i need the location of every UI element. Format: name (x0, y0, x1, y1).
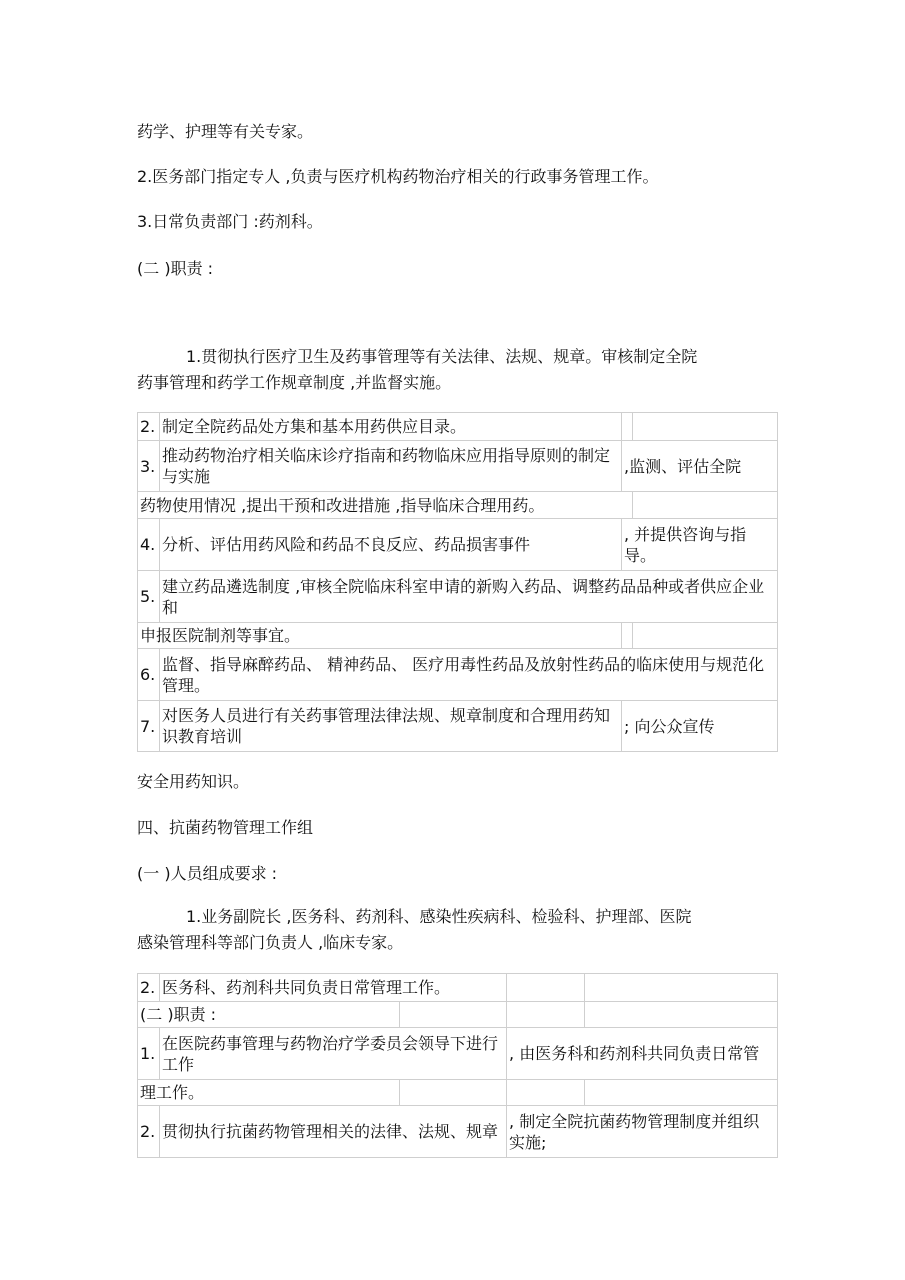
row-number: 2. (138, 974, 160, 1002)
row-text: 分析、评估用药风险和药品不良反应、药品损害事件 (160, 519, 622, 571)
row-text: 监督、指导麻醉药品、 精神药品、 医疗用毒性药品及放射性药品的临床使用与规范化管理。 (160, 649, 778, 701)
row-number: 1. (138, 1028, 160, 1080)
row-continuation: 理工作。 (138, 1080, 400, 1106)
text-line-members-b: 感染管理科等部门负责人 ,临床专家。 (137, 933, 404, 952)
section-heading-members: (一 )人员组成要求 : (137, 864, 278, 883)
row-number: 5. (138, 571, 160, 623)
row-text: 建立药品遴选制度 ,审核全院临床科室申请的新购入药品、调整药品品种或者供应企业和 (160, 571, 778, 623)
table-row (138, 701, 778, 752)
table-row (138, 974, 778, 1002)
text-line-duty-1b: 药事管理和药学工作规章制度 ,并监督实施。 (137, 373, 452, 392)
row-text: 推动药物治疗相关临床诊疗指南和药物临床应用指导原则的制定与实施 (160, 441, 622, 492)
row-text: 贯彻执行抗菌药物管理相关的法律、法规、规章 (160, 1106, 507, 1158)
table-row (138, 413, 778, 441)
table-row (138, 1106, 778, 1158)
row-number: 6. (138, 649, 160, 701)
table-row (138, 441, 778, 492)
row-number: 4. (138, 519, 160, 571)
row-text: 医务科、药剂科共同负责日常管理工作。 (160, 974, 507, 1002)
antibacterial-table (137, 973, 778, 1158)
text-line-safety: 安全用药知识。 (137, 772, 250, 791)
text-line-experts: 药学、护理等有关专家。 (137, 122, 314, 141)
row-continuation: 申报医院制剂等事宜。 (138, 623, 622, 649)
table-row (138, 571, 778, 623)
text-line-daily-dept: 3.日常负责部门 :药剂科。 (137, 212, 323, 231)
row-number: 3. (138, 441, 160, 492)
section-heading-antibacterial: 四、抗菌药物管理工作组 (137, 818, 314, 837)
text-line-duty-1a: 1.贯彻执行医疗卫生及药事管理等有关法律、法规、规章。审核制定全院 (186, 347, 698, 366)
table-row (138, 1080, 778, 1106)
row-number: 2. (138, 413, 160, 441)
text-line-members-a: 1.业务副院长 ,医务科、药剂科、感染性疾病科、检验科、护理部、医院 (186, 907, 692, 926)
row-text: 制定全院药品处方集和基本用药供应目录。 (160, 413, 622, 441)
row-number: 2. (138, 1106, 160, 1158)
section-heading-duties: (二 )职责 : (137, 259, 214, 278)
duties-table (137, 412, 778, 752)
table-row (138, 1028, 778, 1080)
row-number: 7. (138, 701, 160, 752)
text-line-medical-dept: 2.医务部门指定专人 ,负责与医疗机构药物治疗相关的行政事务管理工作。 (137, 167, 659, 186)
table-row (138, 623, 778, 649)
table-row (138, 519, 778, 571)
row-text: 在医院药事管理与药物治疗学委员会领导下进行工作 (160, 1028, 507, 1080)
row-heading: (二 )职责 : (138, 1002, 400, 1028)
row-right-text: , 并提供咨询与指导。 (622, 519, 778, 571)
table-row (138, 1002, 778, 1028)
row-right-text: , 由医务科和药剂科共同负责日常管 (507, 1028, 778, 1080)
row-text: 对医务人员进行有关药事管理法律法规、规章制度和合理用药知识教育培训 (160, 701, 622, 752)
row-right-text: ; 向公众宣传 (622, 701, 778, 752)
table-row (138, 492, 778, 519)
row-right-text: , 制定全院抗菌药物管理制度并组织实施; (507, 1106, 778, 1158)
table-row (138, 649, 778, 701)
row-continuation: 药物使用情况 ,提出干预和改进措施 ,指导临床合理用药。 (138, 492, 633, 519)
row-right-text: ,监测、评估全院 (622, 441, 778, 492)
